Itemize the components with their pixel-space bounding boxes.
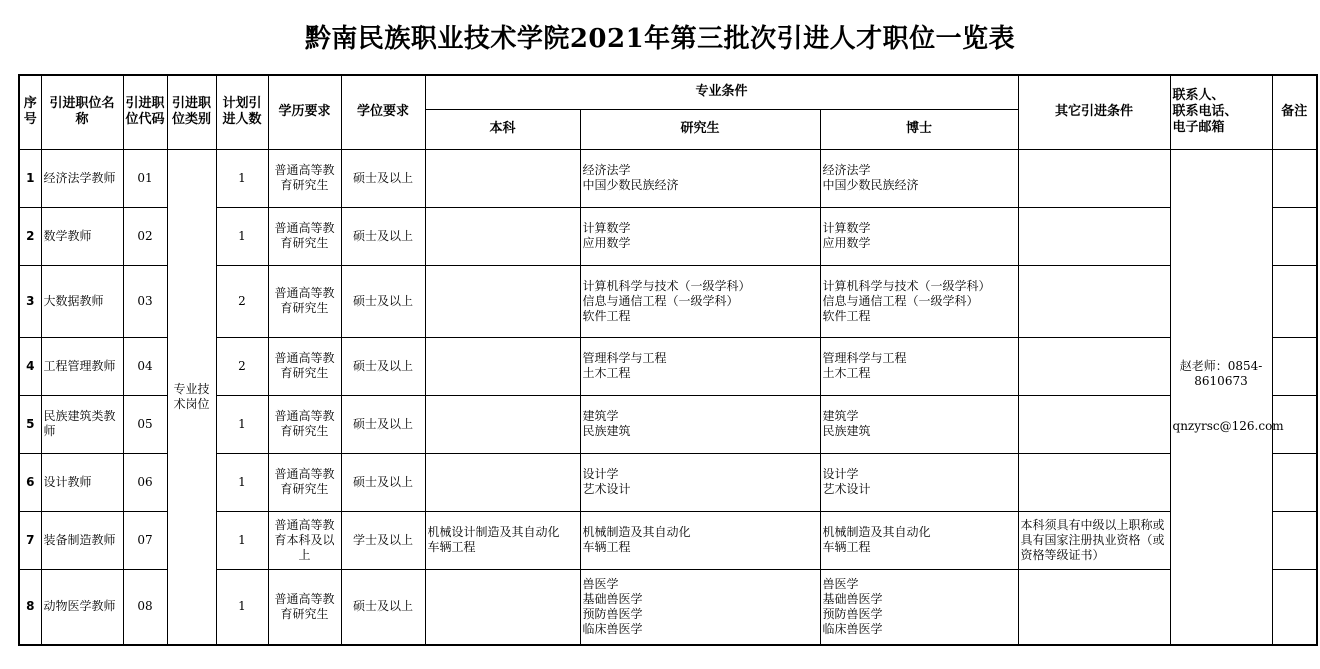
header-position-name: 引进职位名称 bbox=[41, 75, 123, 149]
row-position-code: 08 bbox=[123, 569, 167, 645]
row-remarks bbox=[1272, 511, 1317, 569]
row-position-name: 装备制造教师 bbox=[41, 511, 123, 569]
row-master: 建筑学 民族建筑 bbox=[580, 395, 820, 453]
row-position-code: 07 bbox=[123, 511, 167, 569]
row-position-code: 04 bbox=[123, 337, 167, 395]
row-position-code: 06 bbox=[123, 453, 167, 511]
row-master: 设计学 艺术设计 bbox=[580, 453, 820, 511]
row-education: 普通高等教育研究生 bbox=[268, 395, 341, 453]
row-education: 普通高等教育研究生 bbox=[268, 337, 341, 395]
row-education: 普通高等教育研究生 bbox=[268, 149, 341, 207]
row-position-name: 动物医学教师 bbox=[41, 569, 123, 645]
row-doctor: 经济法学 中国少数民族经济 bbox=[820, 149, 1018, 207]
row-education: 普通高等教育本科及以上 bbox=[268, 511, 341, 569]
row-planned-count: 1 bbox=[216, 149, 268, 207]
row-position-name: 民族建筑类教师 bbox=[41, 395, 123, 453]
row-master: 管理科学与工程 土木工程 bbox=[580, 337, 820, 395]
row-other bbox=[1018, 149, 1170, 207]
row-position-name: 数学教师 bbox=[41, 207, 123, 265]
row-remarks bbox=[1272, 265, 1317, 337]
page-title: 黔南民族职业技术学院2021年第三批次引进人才职位一览表 bbox=[304, 24, 1016, 54]
row-seq: 8 bbox=[19, 569, 41, 645]
row-planned-count: 1 bbox=[216, 207, 268, 265]
row-bachelor bbox=[425, 453, 580, 511]
header-education: 学历要求 bbox=[268, 75, 341, 149]
row-seq: 4 bbox=[19, 337, 41, 395]
row-bachelor bbox=[425, 207, 580, 265]
header-major-group: 专业条件 bbox=[425, 75, 1018, 109]
row-position-code: 02 bbox=[123, 207, 167, 265]
header-master: 研究生 bbox=[580, 109, 820, 149]
row-degree: 硕士及以上 bbox=[341, 569, 425, 645]
row-position-name: 大数据教师 bbox=[41, 265, 123, 337]
row-bachelor: 机械设计制造及其自动化 车辆工程 bbox=[425, 511, 580, 569]
row-planned-count: 1 bbox=[216, 511, 268, 569]
row-other bbox=[1018, 207, 1170, 265]
row-degree: 硕士及以上 bbox=[341, 207, 425, 265]
row-remarks bbox=[1272, 337, 1317, 395]
row-planned-count: 2 bbox=[216, 265, 268, 337]
row-seq: 2 bbox=[19, 207, 41, 265]
shared-position-type: 专业技术岗位 bbox=[167, 149, 216, 645]
row-seq: 3 bbox=[19, 265, 41, 337]
row-education: 普通高等教育研究生 bbox=[268, 207, 341, 265]
header-position-type: 引进职位类别 bbox=[167, 75, 216, 149]
header-contact: 联系人、 联系电话、 电子邮箱 bbox=[1170, 75, 1272, 149]
header-seq: 序号 bbox=[19, 75, 41, 149]
row-other bbox=[1018, 395, 1170, 453]
row-master: 计算机科学与技术（一级学科） 信息与通信工程（一级学科） 软件工程 bbox=[580, 265, 820, 337]
row-master: 经济法学 中国少数民族经济 bbox=[580, 149, 820, 207]
row-degree: 硕士及以上 bbox=[341, 265, 425, 337]
row-remarks bbox=[1272, 569, 1317, 645]
row-remarks bbox=[1272, 207, 1317, 265]
row-other bbox=[1018, 265, 1170, 337]
row-bachelor bbox=[425, 337, 580, 395]
row-other bbox=[1018, 569, 1170, 645]
row-degree: 学士及以上 bbox=[341, 511, 425, 569]
header-doctor: 博士 bbox=[820, 109, 1018, 149]
row-remarks bbox=[1272, 453, 1317, 511]
row-master: 计算数学 应用数学 bbox=[580, 207, 820, 265]
row-position-name: 设计教师 bbox=[41, 453, 123, 511]
header-remarks: 备注 bbox=[1272, 75, 1317, 149]
row-position-code: 03 bbox=[123, 265, 167, 337]
positions-table bbox=[18, 74, 1318, 646]
row-planned-count: 1 bbox=[216, 395, 268, 453]
header-bachelor: 本科 bbox=[425, 109, 580, 149]
row-position-code: 01 bbox=[123, 149, 167, 207]
row-other bbox=[1018, 453, 1170, 511]
row-doctor: 管理科学与工程 土木工程 bbox=[820, 337, 1018, 395]
row-seq: 5 bbox=[19, 395, 41, 453]
row-position-name: 工程管理教师 bbox=[41, 337, 123, 395]
row-other: 本科须具有中级以上职称或具有国家注册执业资格（或资格等级证书） bbox=[1018, 511, 1170, 569]
row-remarks bbox=[1272, 149, 1317, 207]
row-position-name: 经济法学教师 bbox=[41, 149, 123, 207]
row-doctor: 兽医学 基础兽医学 预防兽医学 临床兽医学 bbox=[820, 569, 1018, 645]
shared-contact: 赵老师：0854-8610673 qnzyrsc@126.com bbox=[1170, 149, 1272, 645]
row-degree: 硕士及以上 bbox=[341, 395, 425, 453]
row-seq: 7 bbox=[19, 511, 41, 569]
row-education: 普通高等教育研究生 bbox=[268, 265, 341, 337]
row-master: 机械制造及其自动化 车辆工程 bbox=[580, 511, 820, 569]
row-degree: 硕士及以上 bbox=[341, 149, 425, 207]
row-seq: 1 bbox=[19, 149, 41, 207]
row-bachelor bbox=[425, 569, 580, 645]
row-position-code: 05 bbox=[123, 395, 167, 453]
header-planned-count: 计划引进人数 bbox=[216, 75, 268, 149]
row-master: 兽医学 基础兽医学 预防兽医学 临床兽医学 bbox=[580, 569, 820, 645]
row-doctor: 机械制造及其自动化 车辆工程 bbox=[820, 511, 1018, 569]
row-doctor: 建筑学 民族建筑 bbox=[820, 395, 1018, 453]
row-other bbox=[1018, 337, 1170, 395]
row-bachelor bbox=[425, 265, 580, 337]
row-education: 普通高等教育研究生 bbox=[268, 453, 341, 511]
row-doctor: 设计学 艺术设计 bbox=[820, 453, 1018, 511]
row-bachelor bbox=[425, 149, 580, 207]
table-row bbox=[19, 149, 1317, 207]
header-other: 其它引进条件 bbox=[1018, 75, 1170, 149]
row-planned-count: 2 bbox=[216, 337, 268, 395]
row-degree: 硕士及以上 bbox=[341, 337, 425, 395]
row-doctor: 计算数学 应用数学 bbox=[820, 207, 1018, 265]
row-degree: 硕士及以上 bbox=[341, 453, 425, 511]
row-bachelor bbox=[425, 395, 580, 453]
header-position-code: 引进职位代码 bbox=[123, 75, 167, 149]
row-doctor: 计算机科学与技术（一级学科） 信息与通信工程（一级学科） 软件工程 bbox=[820, 265, 1018, 337]
header-degree: 学位要求 bbox=[341, 75, 425, 149]
row-planned-count: 1 bbox=[216, 569, 268, 645]
row-education: 普通高等教育研究生 bbox=[268, 569, 341, 645]
row-seq: 6 bbox=[19, 453, 41, 511]
row-planned-count: 1 bbox=[216, 453, 268, 511]
